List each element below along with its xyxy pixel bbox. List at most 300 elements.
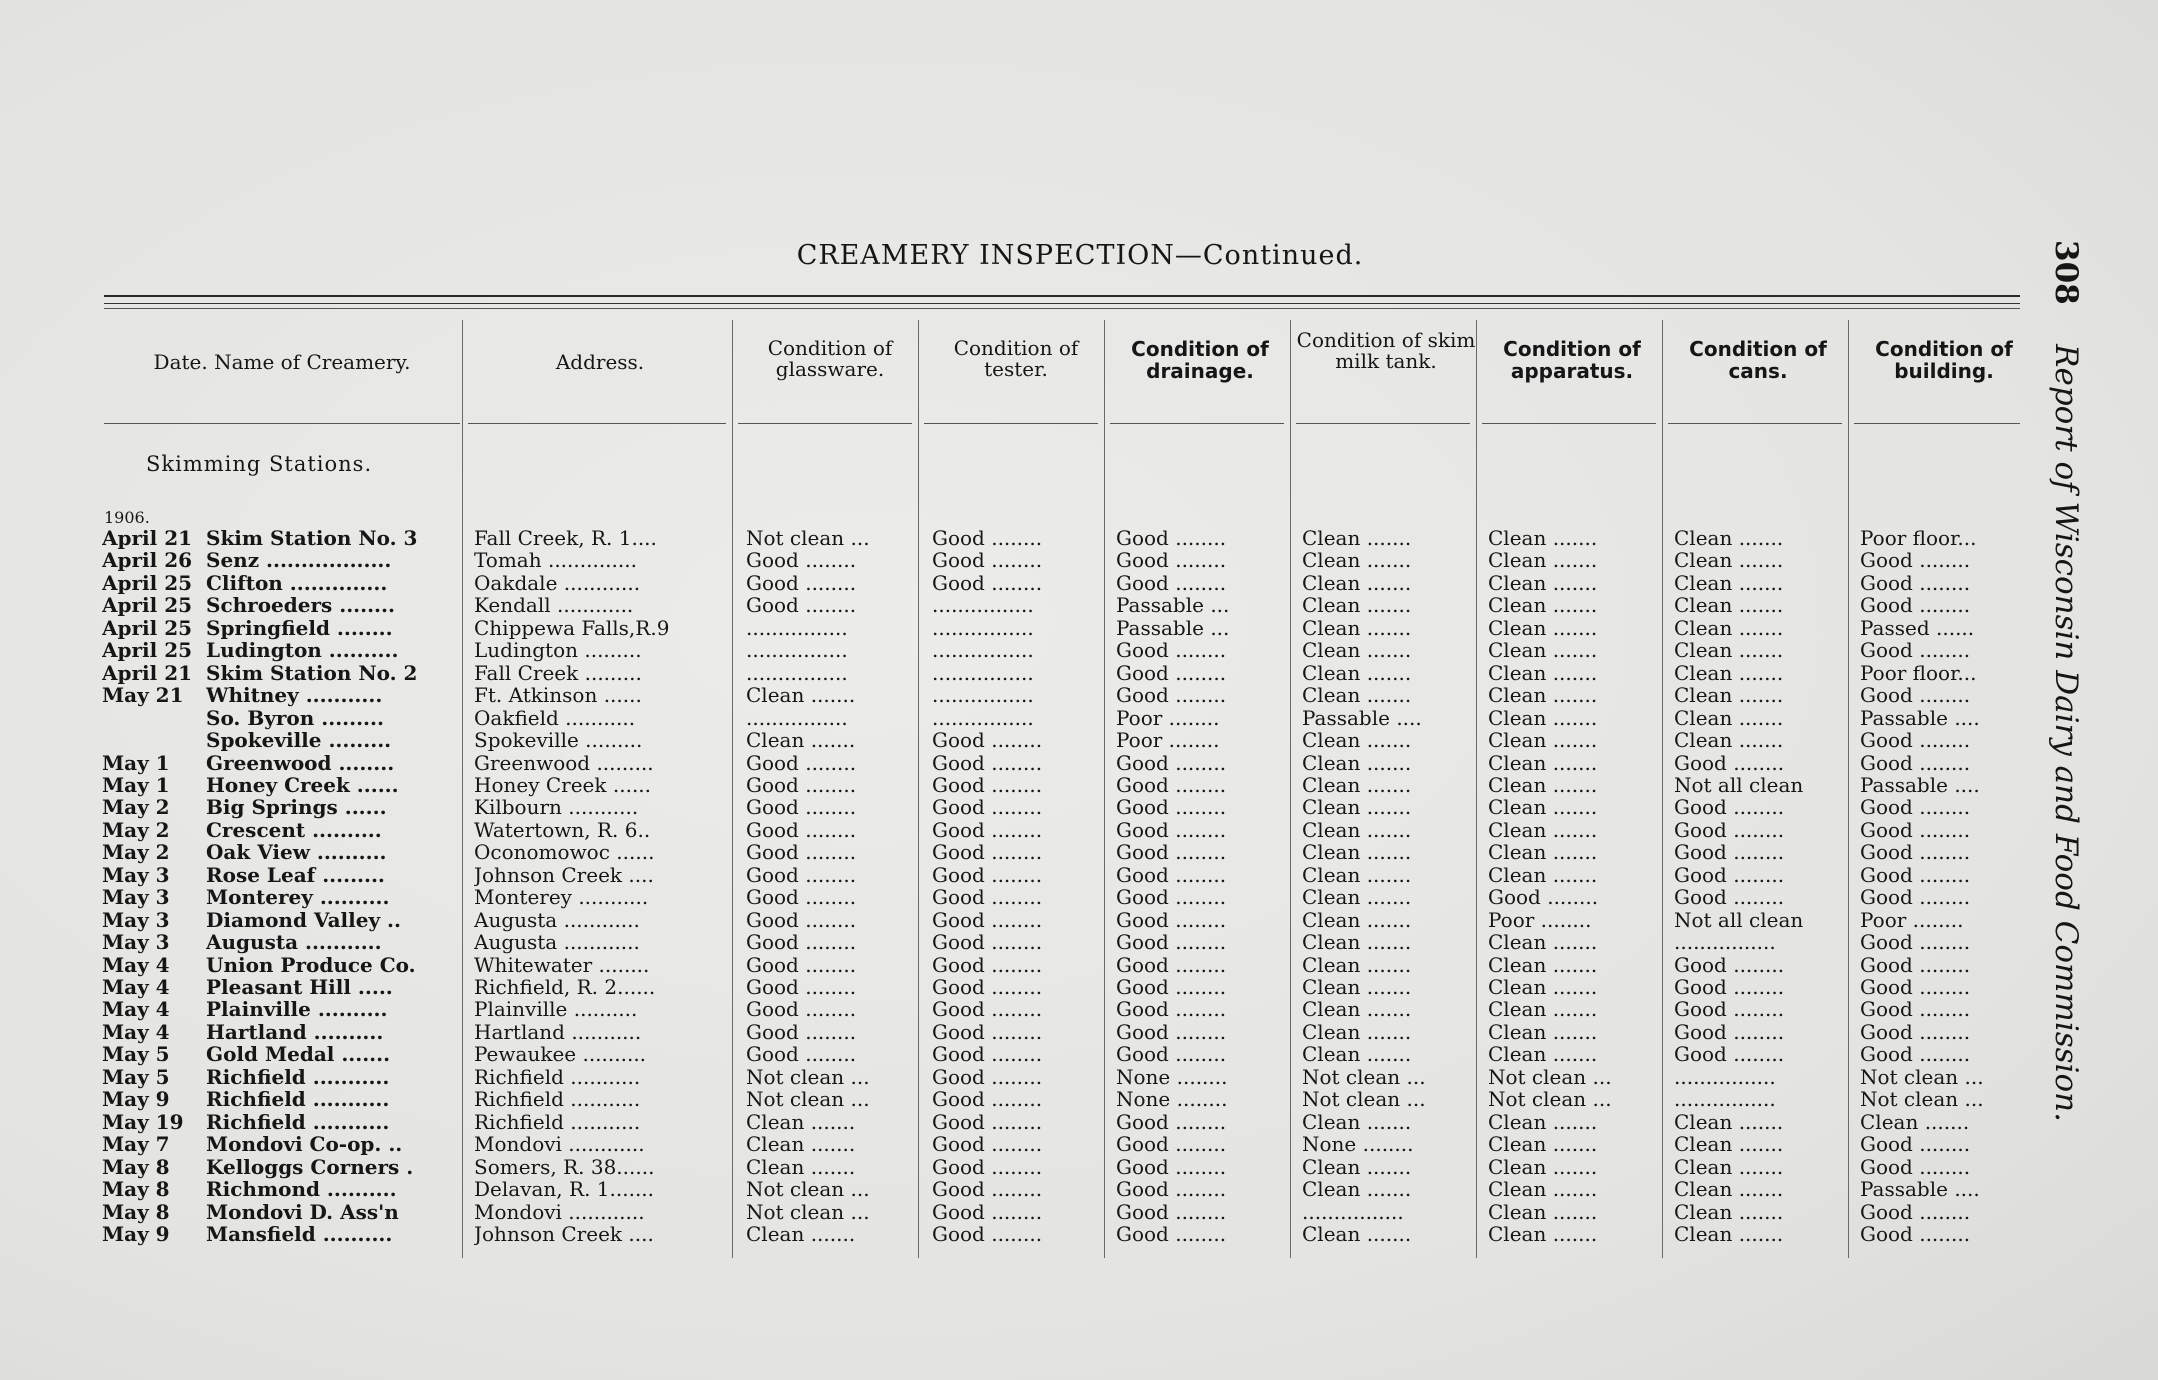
apparatus-cell: Clean ....... <box>1488 795 1598 820</box>
apparatus-cell: Clean ....... <box>1488 1154 1598 1179</box>
drainage-cell: Good ........ <box>1116 548 1227 573</box>
address-cell: Richfield ........... <box>474 1109 641 1134</box>
apparatus-cell: Clean ....... <box>1488 1042 1598 1067</box>
creamery-name-cell: Richfield ........... <box>206 1064 390 1089</box>
cans-cell: ................ <box>1674 930 1776 955</box>
building-cell: Good ........ <box>1860 817 1971 842</box>
cans-cell: Good ........ <box>1674 997 1785 1022</box>
apparatus-cell: Clean ....... <box>1488 1132 1598 1157</box>
apparatus-cell: Not clean ... <box>1488 1087 1612 1112</box>
glassware-cell: Not clean ... <box>746 1199 870 1224</box>
header-tank: Condition of skim milk tank. <box>1296 328 1476 373</box>
cans-cell: Good ........ <box>1674 885 1785 910</box>
address-cell: Pewaukee .......... <box>474 1042 647 1067</box>
tank-cell: Not clean ... <box>1302 1064 1426 1089</box>
section-heading: Skimming Stations. <box>146 452 373 476</box>
cans-cell: Clean ....... <box>1674 1154 1784 1179</box>
tester-cell: Good ........ <box>932 526 1043 550</box>
tank-cell: Clean ....... <box>1302 593 1412 618</box>
address-cell: Hartland ........... <box>474 1019 642 1044</box>
header-cans: Condition of cans. <box>1689 337 1827 383</box>
cans-cell: Clean ....... <box>1674 683 1784 708</box>
header-underline <box>1296 423 1470 424</box>
tank-cell: Clean ....... <box>1302 952 1412 977</box>
date-cell: May 2 <box>102 817 170 842</box>
tester-cell: Good ........ <box>932 930 1043 955</box>
address-cell: Watertown, R. 6.. <box>474 817 651 842</box>
building-cell: Poor ........ <box>1860 907 1964 932</box>
tank-cell: Passable .... <box>1302 705 1422 730</box>
creamery-name-cell: Rose Leaf ......... <box>206 862 385 887</box>
tester-cell: Good ........ <box>932 840 1043 865</box>
building-cell: Good ........ <box>1860 548 1971 573</box>
tester-cell: ................ <box>932 683 1034 708</box>
drainage-cell: Good ........ <box>1116 750 1227 775</box>
building-cell: Good ........ <box>1860 795 1971 820</box>
tank-cell: Not clean ... <box>1302 1087 1426 1112</box>
column-divider <box>1662 320 1663 1258</box>
tank-cell: Clean ....... <box>1302 638 1412 663</box>
apparatus-cell: Clean ....... <box>1488 1199 1598 1224</box>
apparatus-cell: Clean ....... <box>1488 772 1598 797</box>
header-date-name: Date. Name of Creamery. <box>153 350 411 374</box>
date-cell: May 8 <box>102 1177 170 1202</box>
header-underline <box>1854 423 2020 424</box>
apparatus-cell: Clean ....... <box>1488 526 1598 550</box>
tester-cell: ................ <box>932 660 1034 685</box>
building-cell: Good ........ <box>1860 728 1971 753</box>
building-cell: Good ........ <box>1860 1221 1971 1246</box>
year-label: 1906. <box>104 508 150 527</box>
header-drainage: Condition of drainage. <box>1131 337 1269 383</box>
cans-cell: Good ........ <box>1674 1019 1785 1044</box>
creamery-name-cell: Crescent .......... <box>206 817 382 842</box>
address-cell: Mondovi ............ <box>474 1199 645 1224</box>
glassware-cell: Good ........ <box>746 997 857 1022</box>
creamery-name-cell: Mondovi D. Ass'n <box>206 1199 399 1224</box>
creamery-name-cell: Greenwood ........ <box>206 750 395 775</box>
cans-cell: Clean ....... <box>1674 1177 1784 1202</box>
building-cell: Good ........ <box>1860 840 1971 865</box>
building-cell: Good ........ <box>1860 638 1971 663</box>
building-cell: Good ........ <box>1860 952 1971 977</box>
date-cell: May 1 <box>102 750 170 775</box>
column-divider <box>918 320 919 1258</box>
address-cell: Monterey ........... <box>474 885 649 910</box>
glassware-cell: ................ <box>746 660 848 685</box>
drainage-cell: Good ........ <box>1116 1042 1227 1067</box>
tank-cell: Clean ....... <box>1302 615 1412 640</box>
creamery-name-cell: Diamond Valley .. <box>206 907 401 932</box>
tank-cell: Clean ....... <box>1302 1042 1412 1067</box>
building-cell: Good ........ <box>1860 570 1971 595</box>
building-cell: Good ........ <box>1860 593 1971 618</box>
drainage-cell: Good ........ <box>1116 1199 1227 1224</box>
date-cell: May 3 <box>102 885 170 910</box>
drainage-cell: Good ........ <box>1116 1109 1227 1134</box>
creamery-name-cell: Augusta ........... <box>206 930 382 955</box>
building-cell: Good ........ <box>1860 862 1971 887</box>
drainage-cell: Good ........ <box>1116 526 1227 550</box>
cans-cell: Clean ....... <box>1674 638 1784 663</box>
tank-cell: Clean ....... <box>1302 772 1412 797</box>
date-cell: May 4 <box>102 1019 170 1044</box>
cans-cell: Good ........ <box>1674 975 1785 999</box>
apparatus-cell: Clean ....... <box>1488 683 1598 708</box>
column-divider <box>1290 320 1291 1258</box>
column-divider <box>1476 320 1477 1258</box>
address-cell: Richfield, R. 2...... <box>474 975 656 999</box>
address-cell: Richfield ........... <box>474 1064 641 1089</box>
header-underline <box>924 423 1098 424</box>
building-cell: Good ........ <box>1860 1132 1971 1157</box>
date-cell: May 4 <box>102 952 170 977</box>
header-underline <box>468 423 726 424</box>
tank-cell: Clean ....... <box>1302 885 1412 910</box>
date-cell: May 3 <box>102 862 170 887</box>
date-cell: May 9 <box>102 1087 170 1112</box>
tester-cell: Good ........ <box>932 1154 1043 1179</box>
apparatus-cell: Clean ....... <box>1488 862 1598 887</box>
header-tester: Condition of tester. <box>953 336 1079 381</box>
drainage-cell: Good ........ <box>1116 885 1227 910</box>
building-cell: Good ........ <box>1860 975 1971 999</box>
date-cell: May 21 <box>102 683 184 708</box>
cans-cell: Clean ....... <box>1674 660 1784 685</box>
glassware-cell: Good ........ <box>746 795 857 820</box>
creamery-name-cell: Richmond .......... <box>206 1177 397 1202</box>
column-divider <box>1104 320 1105 1258</box>
address-cell: Kendall ............ <box>474 593 634 618</box>
creamery-name-cell: Oak View .......... <box>206 840 387 865</box>
cans-cell: Good ........ <box>1674 1042 1785 1067</box>
tester-cell: Good ........ <box>932 1087 1043 1112</box>
glassware-cell: Good ........ <box>746 1019 857 1044</box>
creamery-name-cell: Gold Medal ....... <box>206 1042 391 1067</box>
apparatus-cell: Clean ....... <box>1488 615 1598 640</box>
glassware-cell: Good ........ <box>746 1042 857 1067</box>
address-cell: Greenwood ......... <box>474 750 654 775</box>
address-cell: Fall Creek ......... <box>474 660 642 685</box>
tank-cell: Clean ....... <box>1302 997 1412 1022</box>
creamery-name-cell: Pleasant Hill ..... <box>206 975 393 999</box>
address-cell: Ft. Atkinson ...... <box>474 683 642 708</box>
apparatus-cell: Clean ....... <box>1488 660 1598 685</box>
tank-cell: Clean ....... <box>1302 728 1412 753</box>
date-cell: May 3 <box>102 907 170 932</box>
creamery-name-cell: Mondovi Co-op. .. <box>206 1132 403 1157</box>
tester-cell: Good ........ <box>932 1064 1043 1089</box>
building-cell: Passable .... <box>1860 1177 1980 1202</box>
tester-cell: Good ........ <box>932 1042 1043 1067</box>
building-cell: Good ........ <box>1860 750 1971 775</box>
tank-cell: Clean ....... <box>1302 975 1412 999</box>
drainage-cell: Good ........ <box>1116 1019 1227 1044</box>
creamery-name-cell: Springfield ........ <box>206 615 393 640</box>
creamery-name-cell: Ludington .......... <box>206 638 399 663</box>
apparatus-cell: Clean ....... <box>1488 750 1598 775</box>
page-title: CREAMERY INSPECTION—Continued. <box>796 240 1364 271</box>
apparatus-cell: Clean ....... <box>1488 1177 1598 1202</box>
glassware-cell: Not clean ... <box>746 1177 870 1202</box>
glassware-cell: Good ........ <box>746 840 857 865</box>
cans-cell: Good ........ <box>1674 952 1785 977</box>
apparatus-cell: Poor ........ <box>1488 907 1592 932</box>
drainage-cell: Poor ........ <box>1116 728 1220 753</box>
tester-cell: Good ........ <box>932 1199 1043 1224</box>
date-cell: May 8 <box>102 1154 170 1179</box>
tester-cell: Good ........ <box>932 907 1043 932</box>
drainage-cell: Good ........ <box>1116 975 1227 999</box>
drainage-cell: Good ........ <box>1116 1221 1227 1246</box>
building-cell: Good ........ <box>1860 1199 1971 1224</box>
drainage-cell: None ........ <box>1116 1087 1228 1112</box>
date-cell: April 26 <box>102 548 193 573</box>
date-cell: May 19 <box>102 1109 184 1134</box>
date-cell: May 8 <box>102 1199 170 1224</box>
tank-cell: Clean ....... <box>1302 840 1412 865</box>
address-cell: Richfield ........... <box>474 1087 641 1112</box>
tester-cell: Good ........ <box>932 975 1043 999</box>
tester-cell: ................ <box>932 638 1034 663</box>
tank-cell: Clean ....... <box>1302 907 1412 932</box>
cans-cell: Clean ....... <box>1674 1199 1784 1224</box>
glassware-cell: Good ........ <box>746 593 857 618</box>
cans-cell: Clean ....... <box>1674 526 1784 550</box>
apparatus-cell: Clean ....... <box>1488 638 1598 663</box>
date-cell: April 25 <box>102 593 193 618</box>
creamery-name-cell: Kelloggs Corners . <box>206 1154 414 1179</box>
cans-cell: Clean ....... <box>1674 593 1784 618</box>
tank-cell: Clean ....... <box>1302 795 1412 820</box>
glassware-cell: Good ........ <box>746 548 857 573</box>
tester-cell: Good ........ <box>932 795 1043 820</box>
cans-cell: Not all clean <box>1674 772 1804 797</box>
creamery-name-cell: Plainville .......... <box>206 997 388 1022</box>
cans-cell: Clean ....... <box>1674 1132 1784 1157</box>
date-cell: May 4 <box>102 997 170 1022</box>
apparatus-cell: Clean ....... <box>1488 1221 1598 1246</box>
tank-cell: Clean ....... <box>1302 526 1412 550</box>
building-cell: Good ........ <box>1860 1042 1971 1067</box>
tester-cell: Good ........ <box>932 885 1043 910</box>
address-cell: Somers, R. 38...... <box>474 1154 655 1179</box>
date-cell: May 7 <box>102 1132 170 1157</box>
glassware-cell: ................ <box>746 615 848 640</box>
drainage-cell: Good ........ <box>1116 683 1227 708</box>
tank-cell: Clean ....... <box>1302 683 1412 708</box>
tester-cell: Good ........ <box>932 1177 1043 1202</box>
tester-cell: Good ........ <box>932 750 1043 775</box>
date-cell: May 1 <box>102 772 170 797</box>
cans-cell: Clean ....... <box>1674 705 1784 730</box>
glassware-cell: Not clean ... <box>746 1064 870 1089</box>
date-cell: April 25 <box>102 570 193 595</box>
drainage-cell: Good ........ <box>1116 862 1227 887</box>
apparatus-cell: Clean ....... <box>1488 593 1598 618</box>
glassware-cell: Good ........ <box>746 975 857 999</box>
address-cell: Kilbourn ........... <box>474 795 639 820</box>
apparatus-cell: Clean ....... <box>1488 975 1598 999</box>
drainage-cell: Passable ... <box>1116 615 1230 640</box>
glassware-cell: ................ <box>746 705 848 730</box>
date-cell: May 3 <box>102 930 170 955</box>
building-cell: Good ........ <box>1860 997 1971 1022</box>
glassware-cell: Good ........ <box>746 817 857 842</box>
glassware-cell: Good ........ <box>746 930 857 955</box>
tank-cell: ................ <box>1302 1199 1404 1224</box>
glassware-cell: Good ........ <box>746 885 857 910</box>
apparatus-cell: Clean ....... <box>1488 705 1598 730</box>
glassware-cell: Good ........ <box>746 907 857 932</box>
drainage-cell: Good ........ <box>1116 660 1227 685</box>
building-cell: Good ........ <box>1860 885 1971 910</box>
address-cell: Plainville .......... <box>474 997 638 1022</box>
tank-cell: Clean ....... <box>1302 930 1412 955</box>
glassware-cell: Clean ....... <box>746 1154 856 1179</box>
drainage-cell: Good ........ <box>1116 570 1227 595</box>
glassware-cell: ................ <box>746 638 848 663</box>
building-cell: Not clean ... <box>1860 1064 1984 1089</box>
drainage-cell: Good ........ <box>1116 817 1227 842</box>
apparatus-cell: Clean ....... <box>1488 548 1598 573</box>
creamery-name-cell: So. Byron ......... <box>206 705 384 730</box>
date-cell: April 21 <box>102 660 193 685</box>
tester-cell: Good ........ <box>932 952 1043 977</box>
header-underline <box>1110 423 1284 424</box>
header-building: Condition of building. <box>1875 337 2013 383</box>
address-cell: Spokeville ......... <box>474 728 643 753</box>
building-cell: Poor floor... <box>1860 526 1977 550</box>
cans-cell: Clean ....... <box>1674 728 1784 753</box>
address-cell: Tomah .............. <box>474 548 637 573</box>
top-rule <box>104 295 2020 297</box>
top-rule-thin <box>104 303 2020 304</box>
running-head <box>2048 240 2084 1122</box>
address-cell: Johnson Creek .... <box>474 1221 654 1246</box>
date-cell: May 2 <box>102 795 170 820</box>
creamery-name-cell: Whitney ........... <box>206 683 383 708</box>
tester-cell: Good ........ <box>932 1019 1043 1044</box>
cans-cell: ................ <box>1674 1087 1776 1112</box>
creamery-name-cell: Monterey .......... <box>206 885 390 910</box>
cans-cell: Clean ....... <box>1674 570 1784 595</box>
glassware-cell: Clean ....... <box>746 728 856 753</box>
creamery-name-cell: Spokeville ......... <box>206 728 392 753</box>
tank-cell: Clean ....... <box>1302 1154 1412 1179</box>
tester-cell: Good ........ <box>932 862 1043 887</box>
apparatus-cell: Clean ....... <box>1488 930 1598 955</box>
address-cell: Whitewater ........ <box>474 952 650 977</box>
creamery-name-cell: Schroeders ........ <box>206 593 395 618</box>
building-cell: Good ........ <box>1860 683 1971 708</box>
header-underline <box>1668 423 1842 424</box>
cans-cell: Good ........ <box>1674 750 1785 775</box>
tank-cell: None ........ <box>1302 1132 1414 1157</box>
drainage-cell: Good ........ <box>1116 952 1227 977</box>
cans-cell: Good ........ <box>1674 795 1785 820</box>
building-cell: Clean ....... <box>1860 1109 1970 1134</box>
address-cell: Fall Creek, R. 1.... <box>474 526 657 550</box>
address-cell: Oconomowoc ...... <box>474 840 655 865</box>
building-cell: Good ........ <box>1860 930 1971 955</box>
column-divider <box>732 320 733 1258</box>
cans-cell: Good ........ <box>1674 862 1785 887</box>
tank-cell: Clean ....... <box>1302 862 1412 887</box>
apparatus-cell: Clean ....... <box>1488 997 1598 1022</box>
apparatus-cell: Clean ....... <box>1488 728 1598 753</box>
creamery-name-cell: Honey Creek ...... <box>206 772 399 797</box>
tester-cell: Good ........ <box>932 728 1043 753</box>
drainage-cell: None ........ <box>1116 1064 1228 1089</box>
drainage-cell: Good ........ <box>1116 638 1227 663</box>
cans-cell: Clean ....... <box>1674 1221 1784 1246</box>
glassware-cell: Good ........ <box>746 862 857 887</box>
drainage-cell: Poor ........ <box>1116 705 1220 730</box>
column-divider <box>462 320 463 1258</box>
tank-cell: Clean ....... <box>1302 750 1412 775</box>
building-cell: Passable .... <box>1860 772 1980 797</box>
cans-cell: Clean ....... <box>1674 615 1784 640</box>
header-apparatus: Condition of apparatus. <box>1503 337 1641 383</box>
address-cell: Delavan, R. 1....... <box>474 1177 655 1202</box>
header-underline <box>104 423 460 424</box>
apparatus-cell: Good ........ <box>1488 885 1599 910</box>
cans-cell: Clean ....... <box>1674 1109 1784 1134</box>
header-underline <box>1482 423 1656 424</box>
date-cell: May 9 <box>102 1221 170 1246</box>
apparatus-cell: Clean ....... <box>1488 840 1598 865</box>
header-glassware: Condition of glassware. <box>767 336 893 381</box>
creamery-name-cell: Big Springs ...... <box>206 795 387 820</box>
drainage-cell: Good ........ <box>1116 772 1227 797</box>
tank-cell: Clean ....... <box>1302 1019 1412 1044</box>
creamery-name-cell: Richfield ........... <box>206 1087 390 1112</box>
drainage-cell: Good ........ <box>1116 907 1227 932</box>
cans-cell: ................ <box>1674 1064 1776 1089</box>
glassware-cell: Good ........ <box>746 570 857 595</box>
tester-cell: Good ........ <box>932 817 1043 842</box>
glassware-cell: Good ........ <box>746 750 857 775</box>
building-cell: Passed ...... <box>1860 615 1975 640</box>
tank-cell: Clean ....... <box>1302 1109 1412 1134</box>
apparatus-cell: Clean ....... <box>1488 817 1598 842</box>
building-cell: Good ........ <box>1860 1154 1971 1179</box>
creamery-name-cell: Richfield ........... <box>206 1109 390 1134</box>
creamery-name-cell: Senz .................. <box>206 548 392 573</box>
tester-cell: Good ........ <box>932 1132 1043 1157</box>
date-cell: May 5 <box>102 1064 170 1089</box>
tester-cell: Good ........ <box>932 997 1043 1022</box>
creamery-name-cell: Skim Station No. 3 <box>206 526 418 550</box>
apparatus-cell: Clean ....... <box>1488 1019 1598 1044</box>
tank-cell: Clean ....... <box>1302 1221 1412 1246</box>
date-cell: April 25 <box>102 615 193 640</box>
address-cell: Augusta ............ <box>474 930 640 955</box>
address-cell: Mondovi ............ <box>474 1132 645 1157</box>
column-divider <box>1848 320 1849 1258</box>
drainage-cell: Good ........ <box>1116 840 1227 865</box>
apparatus-cell: Clean ....... <box>1488 1109 1598 1134</box>
tank-cell: Clean ....... <box>1302 660 1412 685</box>
date-cell: May 4 <box>102 975 170 999</box>
cans-cell: Not all clean <box>1674 907 1804 932</box>
glassware-cell: Not clean ... <box>746 1087 870 1112</box>
apparatus-cell: Clean ....... <box>1488 570 1598 595</box>
glassware-cell: Good ........ <box>746 952 857 977</box>
creamery-name-cell: Union Produce Co. <box>206 952 416 977</box>
tank-cell: Clean ....... <box>1302 548 1412 573</box>
